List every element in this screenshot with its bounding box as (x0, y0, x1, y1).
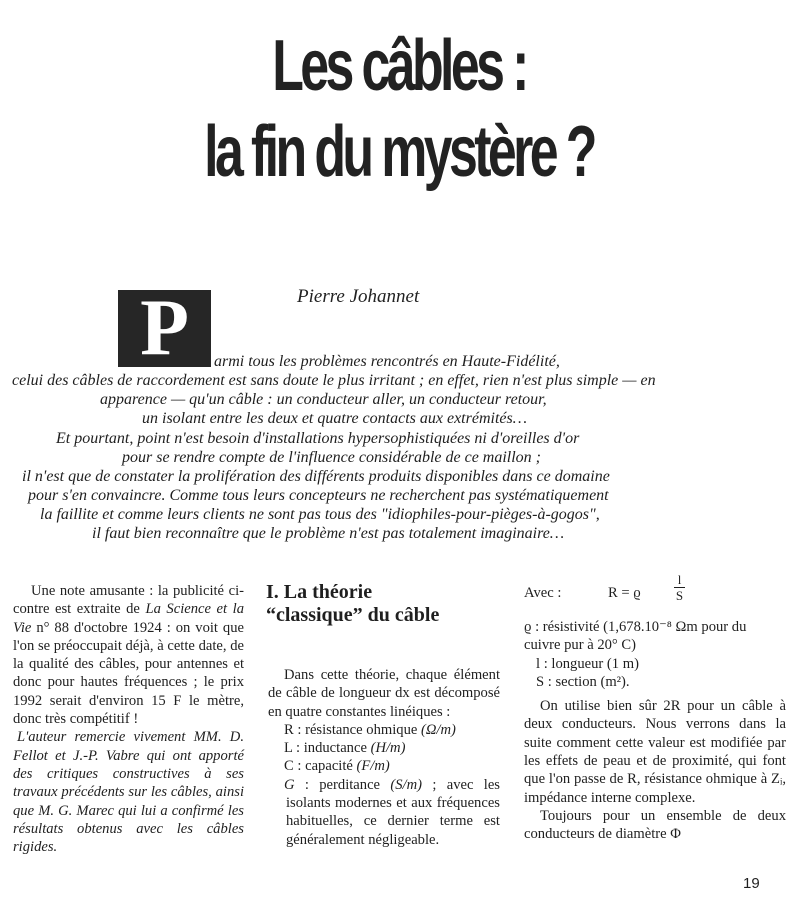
column-middle (268, 666, 500, 849)
intro-line: armi tous les problèmes rencontrés en Haute-Fidélité, (214, 353, 560, 370)
intro-line: pour s'en convaincre. Comme tous leurs concepteurs ne recherchent pas systématiquement (28, 487, 609, 504)
definition-r: R : résistance ohmique (Ω/m) (284, 721, 456, 738)
theory-paragraph: Dans cette théorie, chaque élément de câble de longueur dx est décomposé en quatre constantes linéiques : (268, 667, 500, 720)
paragraph-2r: On utilise bien sûr 2R pour un câble à deux conducteurs. Nous verrons dans la suite comment cette valeur est modifiée par les effets de peau et de proximité, qui font que l'on passe de R, résistance ohmique à Zᵢ, impédance interne complexe. (524, 698, 786, 806)
column-left (13, 582, 244, 856)
drop-cap-letter: P (140, 284, 189, 372)
acknowledgements: L'auteur remercie vivement MM. D. Fellot et J.-P. Vabre qui ont apporté des critiques constructives à ses travaux précédents sur les câbles, ainsi que M. G. Marec qui lui a confirmé les résultats obtenus avec les câbles rigides. (13, 729, 244, 856)
intro-line: la faillite et comme leurs clients ne sont pas tous des "idiophiles-pour-pièges-à-gogos", (40, 506, 600, 523)
fraction: l S (675, 572, 684, 603)
title-line-1: Les câbles : (272, 26, 526, 106)
intro-line: pour se rendre compte de l'influence considérable de ce maillon ; (122, 449, 542, 466)
page-number: 19 (743, 875, 760, 892)
title-line-2: la fin du mystère ? (204, 112, 594, 192)
intro-line: un isolant entre les deux et quatre contacts aux extrémités… (142, 410, 527, 427)
paragraph-diameter: Toujours pour un ensemble de deux conducteurs de diamètre Φ (524, 807, 786, 843)
intro-line: apparence — qu'un câble : un conducteur aller, un conducteur retour, (100, 391, 547, 408)
intro-line: Et pourtant, point n'est besoin d'installations hypersophistiquées ni d'oreilles d'or (56, 430, 580, 447)
definition-g: G : perditance (S/m) ; avec les isolants modernes et aux fréquences habituelles, ce dernier terme est généralement négligeable. (284, 776, 500, 848)
column-right (524, 572, 786, 844)
formula-definitions: ϱ : résistivité (1,678.10⁻⁸ Ωm pour du cuivre pur à 20° C) l : longueur (1 m) S : section (m²). (524, 619, 747, 690)
intro-line: il n'est que de constater la prolifération des différents produits disponibles dans ce domaine (22, 468, 610, 485)
author-byline: Pierre Johannet (297, 286, 420, 307)
definition-c: C : capacité (F/m) (284, 758, 390, 775)
definition-l: L : inductance (H/m) (284, 740, 406, 757)
advert-note: Une note amusante : la publicité ci-contre est extraite de La Science et la Vie n° 88 d'octobre 1924 : on voit que l'on se préoccupait déjà, à cette date, de la qualité des câbles, pour antennes et donc pour hautes fréquences ; le prix 1992 serait d'environ 15 F le mètre, donc très compétitif ! (13, 583, 244, 728)
resistance-formula: Avec : R = ϱ l S (524, 572, 684, 603)
intro-line: il faut bien reconnaître que le problème n'est pas totalement imaginaire… (92, 525, 565, 542)
section-heading: I. La théorie “classique” du câble (266, 581, 440, 626)
journal-name: La Science et la Vie (13, 601, 244, 636)
drop-cap-box (118, 284, 211, 372)
intro-line: celui des câbles de raccordement est sans doute le plus irritant ; en effet, rien n'est plus simple — en (12, 372, 656, 389)
